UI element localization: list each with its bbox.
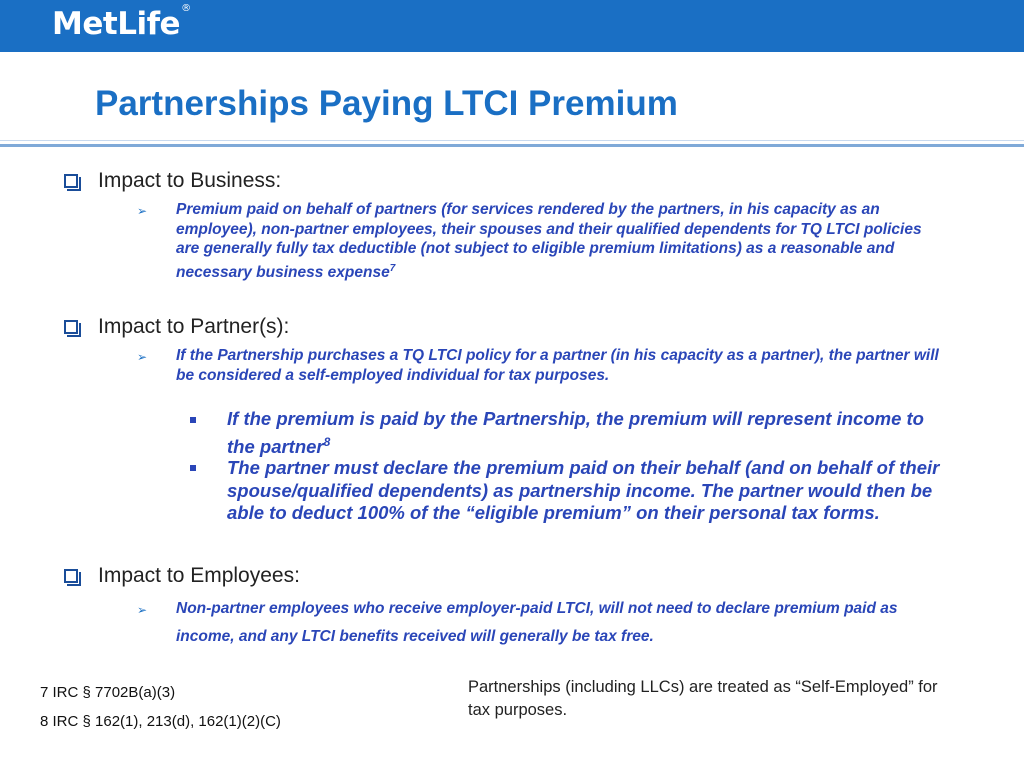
footnote-7: 7 IRC § 7702B(a)(3): [40, 684, 176, 701]
metlife-logo: [52, 2, 191, 42]
checkbox-bullet-icon: [64, 569, 78, 583]
partner-income-text: If the premium is paid by the Partnership, the premium will represent income to the partner$^8$: [227, 408, 924, 457]
page-title: Partnerships Paying LTCI Premium: [95, 84, 678, 123]
partner-declare-text: The partner must declare the premium paid on their behalf (and on behalf of their spouse/qualified dependents) as partnership income. The partner would then be able to deduct 100% of the “eligible premium” on their personal tax forms.: [227, 457, 940, 523]
square-bullet-icon: [190, 417, 196, 423]
footnote-ref-7: 7: [389, 262, 396, 274]
section-heading-business: Impact to Business:: [98, 169, 282, 192]
section-heading-partners: Impact to Partner(s):: [98, 315, 290, 338]
footnote-ref-8: 8: [323, 434, 331, 449]
square-bullet-icon: [190, 465, 196, 471]
arrow-bullet-icon: ➢: [137, 204, 148, 218]
section-heading-employees: Impact to Employees:: [98, 564, 300, 587]
checkbox-bullet-icon: [64, 174, 78, 188]
title-divider: [0, 140, 1024, 141]
checkbox-bullet-icon: [64, 320, 78, 334]
footnote-8: 8 IRC § 162(1), 213(d), 162(1)(2)(C): [40, 713, 281, 730]
logo-text: MetLife: [52, 6, 181, 42]
business-impact-text: Premium paid on behalf of partners (for services rendered by the partners, in his capacity as an employee), non-partner employees, their spouses and their qualified dependents for TQ LTCI policies are generally fully tax deductible (not subject to eligible premium limitations) as a reasonable and necessary business expense$^7$: [176, 201, 922, 281]
employee-impact-text: Non-partner employees who receive employer-paid LTCI, will not need to declare premium paid as income, and any LTCI benefits received will generally be tax free.: [176, 600, 898, 645]
arrow-bullet-icon: ➢: [137, 603, 148, 617]
registered-mark: ®: [181, 2, 191, 14]
self-employed-note: Partnerships (including LLCs) are treated as “Self-Employed” for tax purposes.: [468, 678, 938, 719]
arrow-bullet-icon: ➢: [137, 350, 148, 364]
partner-impact-text: If the Partnership purchases a TQ LTCI policy for a partner (in his capacity as a partner), the partner will be considered a self-employed individual for tax purposes.: [176, 347, 939, 384]
